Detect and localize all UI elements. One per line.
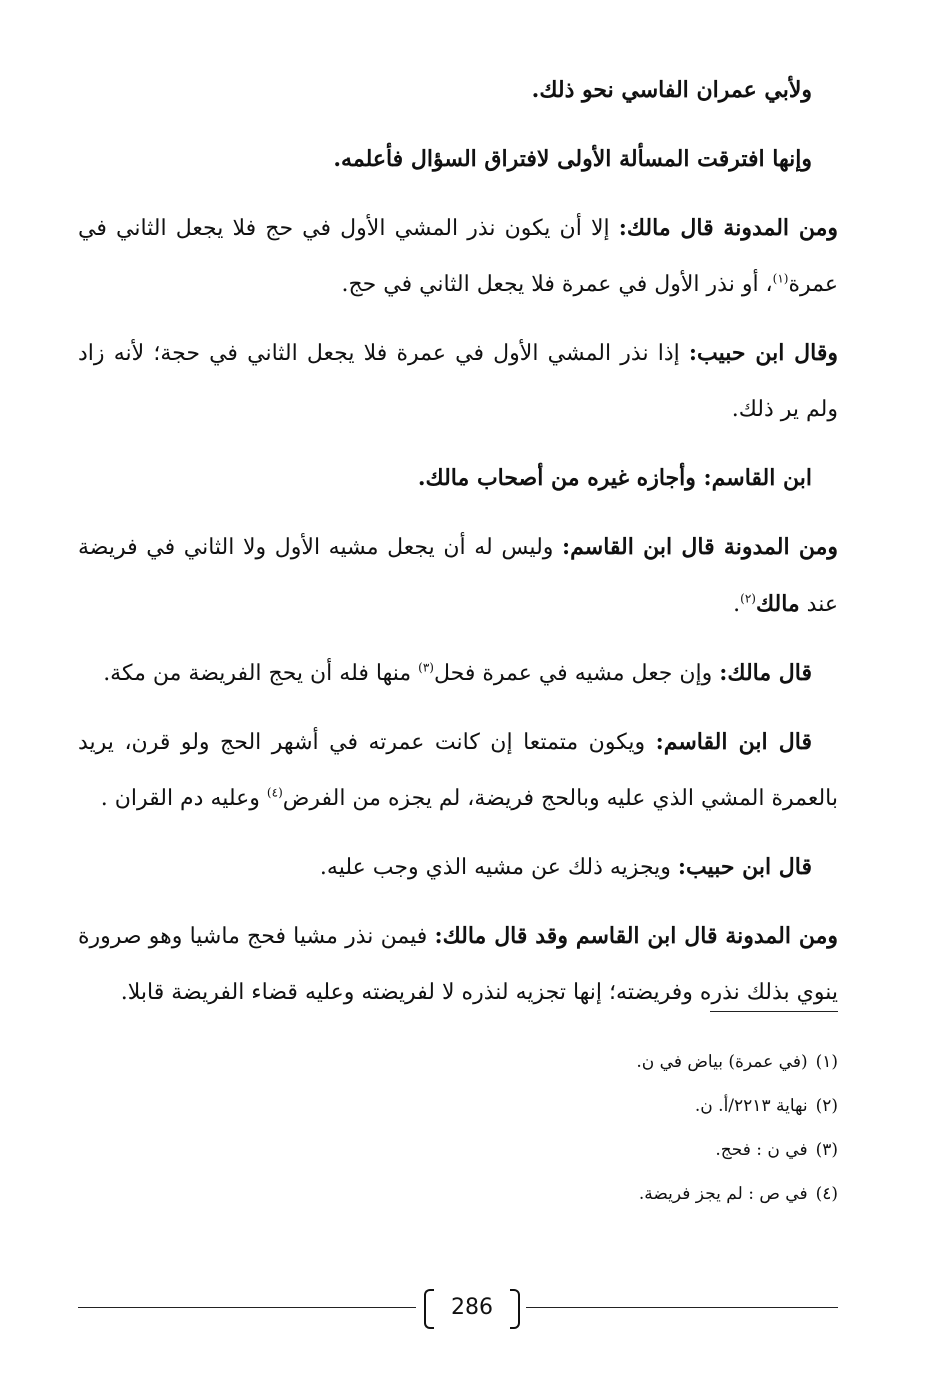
page-number: 286 (418, 1286, 526, 1330)
footnote-text: في ص : لم يجز فريضة. (638, 1184, 808, 1204)
footnote-3 (78, 1128, 838, 1172)
footnote-text: في ن : فحج. (715, 1140, 808, 1160)
paragraph-text: فيمن نذر مشيا فحج ماشيا وهو صرورة ينوي بذلك نذره وفريضته؛ إنها تجزيه لنذره لا لفريضته وعليه قضاء الفريضة قابلا. (78, 924, 838, 1005)
paragraph-text-after: منها فله أن يحج الفريضة من مكة. (103, 661, 419, 686)
paragraph-lead: قال ابن القاسم: (655, 729, 812, 755)
paragraph-text: ويجزيه ذلك عن مشيه الذي وجب عليه. (319, 855, 678, 880)
paragraph-lead: ومن المدونة قال ابن القاسم وقد قال مالك: (434, 923, 838, 949)
footnote-number: (٢) (815, 1096, 838, 1116)
paragraph-text-after: ، أو نذر الأول في عمرة فلا يجعل الثاني في حج. (341, 272, 773, 297)
page-footer (78, 1286, 838, 1330)
paragraph-lead: ومن المدونة قال مالك: (618, 215, 838, 241)
footnote-4 (78, 1172, 838, 1216)
footnote-ref[interactable]: (٣) (418, 660, 434, 675)
paragraph-text: إلا أن يكون نذر المشي الأول في حج فلا يجعل الثاني في عمرة (78, 216, 838, 297)
paragraph-lead: قال مالك: (719, 660, 812, 686)
footer-rule-left (78, 1307, 416, 1308)
paragraph-text: ويكون متمتعا إن كانت عمرته في أشهر الحج ولو قرن، يريد بالعمرة المشي الذي عليه وبالحج فريضة، لم يجزه من الفرض (78, 730, 838, 811)
paragraph-9 (78, 839, 838, 896)
paragraph-text: إذا نذر المشي الأول في عمرة فلا يجعل الثاني في حجة؛ لأنه زاد ولم ير ذلك. (78, 341, 838, 422)
paragraph-lead: ابن القاسم: وأجازه غيره من أصحاب مالك. (417, 465, 812, 491)
paragraph-8 (78, 714, 838, 827)
footer-rule-right (526, 1307, 838, 1308)
paragraph-2 (78, 131, 838, 188)
footnote-1 (78, 1040, 838, 1084)
footnote-text: نهاية ٢٢١٣/أ. ن. (694, 1096, 808, 1116)
footnote-ref[interactable]: (٤) (266, 785, 283, 800)
footnote-text: (في عمرة) بياض في ن. (636, 1052, 808, 1072)
paragraph-lead: وإنها افترقت المسألة الأولى لافتراق السؤال فأعلمه. (333, 146, 812, 172)
footnote-number: (٣) (815, 1140, 838, 1160)
paragraph-text: وليس له أن يجعل مشيه الأول ولا الثاني في فريضة عند (78, 535, 838, 617)
paragraph-1 (78, 62, 838, 119)
paragraph-10 (78, 908, 838, 1021)
paragraph-4 (78, 325, 838, 438)
paragraph-6 (78, 519, 838, 633)
footnote-ref[interactable]: (٢) (740, 591, 756, 606)
paragraph-text-after: وعليه دم القران . (100, 786, 267, 811)
paragraph-text: وإن جعل مشيه في عمرة فحل (433, 661, 720, 686)
paragraph-5 (78, 450, 838, 507)
paragraph-lead-2: مالك (755, 591, 800, 617)
paragraph-7 (78, 645, 838, 702)
footnotes (78, 1040, 838, 1216)
paragraph-text-after: . (733, 592, 741, 617)
paragraph-lead: ولأبي عمران الفاسي نحو ذلك. (531, 77, 812, 103)
paragraph-lead: قال ابن حبيب: (677, 854, 812, 880)
footnote-ref[interactable]: (١) (772, 271, 789, 286)
footnote-2 (78, 1084, 838, 1128)
main-text (78, 62, 838, 1033)
paragraph-3 (78, 200, 838, 313)
paragraph-lead: ومن المدونة قال ابن القاسم: (562, 534, 838, 560)
footnote-number: (٤) (815, 1184, 838, 1204)
paragraph-lead: وقال ابن حبيب: (688, 340, 838, 366)
footnote-number: (١) (815, 1052, 838, 1072)
footnote-divider (710, 1011, 838, 1012)
